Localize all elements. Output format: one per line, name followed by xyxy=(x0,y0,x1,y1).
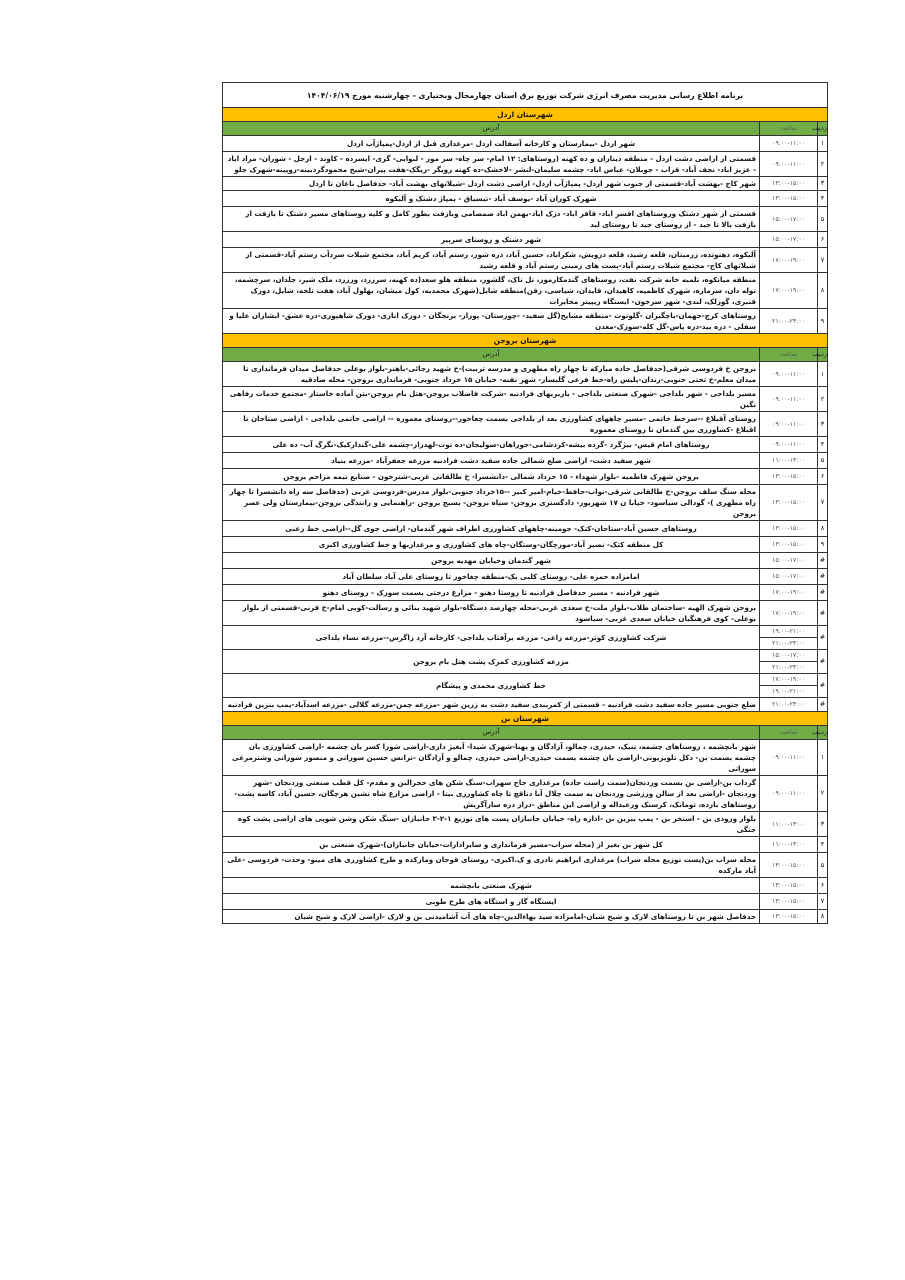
table-row xyxy=(223,569,828,585)
row-number: ۷ xyxy=(818,485,828,521)
time-range: ۰۹:۰۰-۱۱:۰۰ xyxy=(760,776,818,812)
time-range: ۱۳:۰۰-۱۵:۰۰ xyxy=(760,485,818,521)
address-cell: ضلع جنوبی مسیر جاده سفید دشت فرادنبه - قسمتی از کمربندی سفید دشت به زرین شهر -مزرعه چمن-مزرعه گلالی -مزرعه اسدآباد-پمپ بنزین فرادنبه xyxy=(223,698,760,712)
address-cell: منطقه میانکوه، تلمبه خانه شرکت نفت، روستاهای گندمکارمور، تل تاک، گلشور، منطقه هلو سعد(ده کهنه، سرزرد، ورزرد، ملک شیر، جلدان، سرچشمه، توله دان، سرمازه، شهرک کاظمیه، کاهیدان، قایدان، شیاسی، رفن)منطقه شایل(شهرک محمدیه، کول میشان، بهلول آباد، هفت تلخه، شایل، دورک قنبری، گوزلک، لندی- شهر سرخون- ایستگاه ریپیتر مخابرات xyxy=(223,273,760,309)
address-cell: شهر اردل -بیمارستان و کارخانه آسفالت اردل -مرغداری قبل از اردل-پمپاژآب اردل xyxy=(223,136,760,152)
column-header-address: آدرس xyxy=(223,726,760,740)
table-row xyxy=(223,837,828,853)
table-row xyxy=(223,232,828,248)
row-number: # xyxy=(818,553,828,569)
column-header-time: ساعت xyxy=(760,122,818,136)
time-range-slot: ۱۹:۰۰-۲۱:۰۰ xyxy=(760,626,817,638)
row-number: ۸ xyxy=(818,521,828,537)
row-number: # xyxy=(818,698,828,712)
time-range-slot: ۲۱:۰۰-۲۳:۰۰ xyxy=(772,640,805,647)
table-row xyxy=(223,191,828,207)
table-row xyxy=(223,650,828,674)
address-cell: امامزاده حمزه علی- روستای کلبی بک-منطقه چغاخور تا روستای علی آباد سلطان آباد xyxy=(223,569,760,585)
time-range: ۱۵:۰۰-۱۷:۰۰ xyxy=(760,232,818,248)
address-cell: شهر دشتک و روستای سرپیر xyxy=(223,232,760,248)
row-number: ۵ xyxy=(818,207,828,232)
table-row xyxy=(223,674,828,698)
column-header-row xyxy=(223,726,828,740)
table-row xyxy=(223,485,828,521)
row-number: ۶ xyxy=(818,469,828,485)
table-row xyxy=(223,626,828,650)
address-cell: گرداب بن-اراضی بن بسمت وردنجان(سمت راست جاده) مرغداری حاج سهراب-سنگ شکن های حجرالبن و مقدم- کل قطب صنعتی وردنجان -شهر وردنجان -اراضی بعد از سالن ورزشی وردنجان به سمت چلال آبا دناقچ تا چاه کشاورزی بینا - اراضی مزارع شاه نشین هرچگان، حسین آباد، کاسه پشت-روستاهای بارده، تومانک، کرسنک ورعبداله و اراضی این مناطق -دراز دره سارآگریش xyxy=(223,776,760,812)
section-title: شهرستان بن xyxy=(223,712,828,726)
table-row xyxy=(223,362,828,387)
time-range: ۰۹:۰۰-۱۱:۰۰ xyxy=(760,437,818,453)
address-cell: شهرک صنعتی بانچشمه xyxy=(223,878,760,894)
address-cell: شهر فرادنبه - مسیر حدفاصل فرادنبه تا روستا دهنو - مزارع درختی بسمت سورک - روستای دهنو xyxy=(223,585,760,601)
row-number: ۶ xyxy=(818,232,828,248)
time-range xyxy=(760,650,818,674)
time-range: ۱۳:۰۰-۱۵:۰۰ xyxy=(760,853,818,878)
column-header-time: ساعت xyxy=(760,726,818,740)
schedule-table xyxy=(222,82,828,924)
row-number: ۹ xyxy=(818,537,828,553)
address-cell: روستاهای امام قیس- بیژگرد -گرده بیشه-کردشامی-جوراهان-سولیجان-ده توت-لهدراز-چشمه علی-گندارکیک-نگرگ آب- ده علی xyxy=(223,437,760,453)
address-cell: بروجن شهرک فاطمیه -بلوار شهداء - ۱۵ خرداد شمالی -دانشسرا- خ طالقانی غربی-شترخون - صنایع تیمه مزاحم بروجن xyxy=(223,469,760,485)
table-row xyxy=(223,894,828,910)
table-row xyxy=(223,910,828,924)
column-header-num: ردیف xyxy=(818,726,828,740)
table-row xyxy=(223,387,828,412)
time-range: ۰۹:۰۰-۱۱:۰۰ xyxy=(760,152,818,177)
time-range: ۱۷:۰۰-۱۹:۰۰ xyxy=(760,601,818,626)
time-range: ۰۹:۰۰-۱۱:۰۰ xyxy=(760,136,818,152)
time-range xyxy=(760,626,818,650)
address-cell: بروجن شهرک الهیه -ساختمان طلاب-بلوار ملت-خ سعدی غربی-محله چهارصد دستگاه-بلوار شهید بنائی و رسالت-کوبی امام-خ قرنی-قسمتی از بلوار بوعلی- کوی فرهنگیان خیابان سعدی غربی- سیاسود xyxy=(223,601,760,626)
time-range: ۱۱:۰۰-۱۳:۰۰ xyxy=(760,453,818,469)
table-row xyxy=(223,601,828,626)
row-number: ۲ xyxy=(818,152,828,177)
address-cell: آلیکوه، دهنوتده، زرمیتان، قلعه رشید، قلعه درویش، شکراباد، حسین آباد، دره شور، رستم آباد، کریم آباد، مجتمع شیلات سردآب رستم آباد-قسمتی از شیلاتهای کاج- مجتمع شیلات رستم آباد-پست های زمینی رستم آباد و قلعه رشید xyxy=(223,248,760,273)
outage-schedule-sheet xyxy=(222,82,828,924)
row-number: ۶ xyxy=(818,878,828,894)
section-title: شهرستان بروجن xyxy=(223,334,828,348)
table-row xyxy=(223,453,828,469)
time-range: ۰۹:۰۰-۱۱:۰۰ xyxy=(760,362,818,387)
table-row xyxy=(223,585,828,601)
address-cell: شهر گندمان وخیابان مهدیه بروجن xyxy=(223,553,760,569)
address-cell: روستای آقبلاغ --سرخط خاتمی -مسیر چاههای کشاورزی بعد از بلداجی بسمت چغاخور--روستای معموره -- اراضی خاتمی بلداجی - اراضی ستاجان تا اقبلاغ -کشاورزی بین گندمان تا روستای معموره xyxy=(223,412,760,437)
time-range: ۲۱:۰۰-۲۳:۰۰ xyxy=(760,698,818,712)
table-row xyxy=(223,853,828,878)
row-number: ۷ xyxy=(818,894,828,910)
table-row xyxy=(223,412,828,437)
time-range: ۲۱:۰۰-۲۳:۰۰ xyxy=(760,309,818,334)
address-cell: بلوار ورودی بن - استخر بن - پمپ بنزین بن -اداره راه- خیابان جانبازان پست های توزیع ۱-۲-۳ جانبازان -سنگ شکن وشن شویی های اراضی پشت کوه جنگی xyxy=(223,812,760,837)
address-cell: شهر سفید دشت- اراضی ضلع شمالی جاده سفید دشت فرادنبه مزرعه جعفرآباد -مزرعه بنیاد xyxy=(223,453,760,469)
time-range: ۱۳:۰۰-۱۵:۰۰ xyxy=(760,878,818,894)
row-number: ۵ xyxy=(818,853,828,878)
document-title: برنامه اطلاع رسانی مدیریت مصرف انرژی شرکت توزیع برق استان چهارمحال وبختیاری - چهارشنبه مورخ ۱۴۰۴/۰۶/۱۹ xyxy=(223,83,828,108)
time-range-slot: ۱۹:۰۰-۲۱:۰۰ xyxy=(772,688,805,695)
row-number: ۱ xyxy=(818,136,828,152)
table-row xyxy=(223,152,828,177)
time-range-slot: ۱۷:۰۰-۱۹:۰۰ xyxy=(760,674,817,686)
row-number: ۸ xyxy=(818,910,828,924)
address-cell: شرکت کشاورزی کوثر-مزرعه زاغی- مزرعه برآفتاب بلداجی- کارخانه آرد زاگرس--مزرعه نساء بلداجی xyxy=(223,626,760,650)
time-range: ۱۵:۰۰-۱۷:۰۰ xyxy=(760,553,818,569)
address-cell: بروجن خ فردوسی شرقی(حدفاصل جاده مبارکه تا چهار راه مطهری و مدرسه تربیت)-خ شهید رجائی-باهنر-بلوار بوعلی حدفاصل میدان فرمانداری تا میدان معلم-خ تختی جنوبی-زندان-پلیس راه-خط فرعی گلیسار- شهر نقنه- خیابان ۱۵ خرداد جنوبی- فرمانداری بروجن- محله صادقیه xyxy=(223,362,760,387)
address-cell: خط کشاورزی محمدی و پیشگام xyxy=(223,674,760,698)
column-header-num: ردیف xyxy=(818,348,828,362)
row-number: # xyxy=(818,650,828,674)
table-row xyxy=(223,309,828,334)
address-cell: قسمتی از اراضی دشت اردل - منطقه دیناران و ده کهنه (روستاهای: ۱۲ امام- سر چاه- سر مور - لبوابی- گری- ایسرده - کاوند - ارجل - شوران- مراد اباد - عزیز اباد- نجف آباد- قراب - جوبلان- عباس اباد- چشمه سلیمان-لنشر -لاخشک-ده کهنه رویگر -ریگک-هفت پیران-شیخ محمودگردبینه-روپینه-شهرک جلو xyxy=(223,152,760,177)
table-row xyxy=(223,469,828,485)
time-range: ۰۹:۰۰-۱۱:۰۰ xyxy=(760,412,818,437)
time-range: ۱۳:۰۰-۱۵:۰۰ xyxy=(760,910,818,924)
row-number: ۴ xyxy=(818,437,828,453)
table-row xyxy=(223,553,828,569)
row-number: ۱ xyxy=(818,362,828,387)
row-number: ۱ xyxy=(818,740,828,776)
row-number: ۳ xyxy=(818,177,828,191)
table-row xyxy=(223,521,828,537)
row-number: # xyxy=(818,626,828,650)
time-range: ۱۷:۰۰-۱۹:۰۰ xyxy=(760,585,818,601)
address-cell: محله سنگ سلف بروجن-خ طالقانی شرقی-نواب-حافظ-خیام-امیر کبیر --۱۵خرداد جنوبی-بلوار مدرس-فردوسی غربی (حدفاصل سه راه دانشسرا تا چهار راه مطهری )- گودالی سیاسود- خیابا ن ۱۷ شهریور- دادگستری بروجن- سپاه بروجن- بسیج بروجن -راهنمایی و رانندگی بروجن-بیمارستان ولی عصر بروجن xyxy=(223,485,760,521)
column-header-row xyxy=(223,122,828,136)
time-range: ۰۹:۰۰-۱۱:۰۰ xyxy=(760,740,818,776)
row-number: ۳ xyxy=(818,812,828,837)
time-range: ۱۳:۰۰-۱۵:۰۰ xyxy=(760,191,818,207)
table-row xyxy=(223,698,828,712)
address-cell: کل شهر بن بغیر از (محله سراب-مسیر فرمانداری و سایرادارات-خیابان جانبازان)-شهرک صنعتی بن xyxy=(223,837,760,853)
row-number: # xyxy=(818,674,828,698)
row-number: ۷ xyxy=(818,248,828,273)
row-number: # xyxy=(818,569,828,585)
table-row xyxy=(223,273,828,309)
time-range: ۱۷:۰۰-۱۹:۰۰ xyxy=(760,248,818,273)
column-header-time: ساعت xyxy=(760,348,818,362)
column-header-address: آدرس xyxy=(223,348,760,362)
section-header-row xyxy=(223,108,828,122)
table-row xyxy=(223,812,828,837)
time-range-slot: ۲۱:۰۰-۲۳:۰۰ xyxy=(772,664,805,671)
row-number: ۸ xyxy=(818,273,828,309)
table-row xyxy=(223,740,828,776)
time-range: ۱۵:۰۰-۱۷:۰۰ xyxy=(760,569,818,585)
time-range xyxy=(760,674,818,698)
row-number: ۴ xyxy=(818,837,828,853)
column-header-row xyxy=(223,348,828,362)
address-cell: کل منطقه کتک- نصیر آباد-مورچگان-وستگان-چاه های کشاورزی و مرغداریها و خط کشاورزی اکبری xyxy=(223,537,760,553)
time-range: ۱۳:۰۰-۱۵:۰۰ xyxy=(760,521,818,537)
address-cell: قسمتی از شهر دشتک وروستاهای افسر اباد- قافر اباد- دزک اباد-بهمن اباد صمصامی وبازفت بطور کامل و کلیه روستاهای مسیر دشتک تا بازفت از بازفت بالا تا جید - از روستای جید تا روستای لبد xyxy=(223,207,760,232)
row-number: ۴ xyxy=(818,191,828,207)
table-row xyxy=(223,878,828,894)
time-range: ۱۳:۰۰-۱۵:۰۰ xyxy=(760,469,818,485)
address-cell: مسیر بلداجی - شهر بلداجی -شهرک صنعتی بلداجی - باربریهای فرادنبه -شرکت فاضلاب بروجن-هتل بام بروجن-بتن آماده خاستار -مجتمع خدمات رفاهی نگین xyxy=(223,387,760,412)
address-cell: شهر کاج -بهشت آباد-قسمتی از جنوب شهر اردل- پمپاژآب اردل- اراضی دشت اردل -شیلاتهای بهشت آباد- حدفاصل ناغان تا اردل xyxy=(223,177,760,191)
section-header-row xyxy=(223,334,828,348)
table-row xyxy=(223,437,828,453)
time-range: ۱۳:۰۰-۱۵:۰۰ xyxy=(760,894,818,910)
time-range: ۰۹:۰۰-۱۱:۰۰ xyxy=(760,387,818,412)
time-range: ۱۳:۰۰-۱۵:۰۰ xyxy=(760,537,818,553)
address-cell: شهرک کوران آباد -یوسف آباد -تیسیاق - پمپاژ دشتک و آلیکوه xyxy=(223,191,760,207)
address-cell: محله سراب بن(پست توزیع محله سراب) مرغداری ابراهیم نادری و ک.اکبری- روستای قوجان ومارکده و طرح کشاورزی های مینو- وحدت- فردوسی -علی آباد مارکده xyxy=(223,853,760,878)
column-header-num: ردیف xyxy=(818,122,828,136)
table-row xyxy=(223,177,828,191)
address-cell: ایستگاه گاز و استگاه های طرح طوبی xyxy=(223,894,760,910)
time-range: ۱۱:۰۰-۱۳:۰۰ xyxy=(760,812,818,837)
table-row xyxy=(223,136,828,152)
row-number: ۲ xyxy=(818,387,828,412)
address-cell: روستاهای حسین آباد-ستاجان-کتک- جومینه-چاههای کشاورزی اطراف شهر گندمان- اراضی جوی گل--اراضی خط رغنی xyxy=(223,521,760,537)
row-number: ۲ xyxy=(818,776,828,812)
table-row xyxy=(223,537,828,553)
column-header-address: آدرس xyxy=(223,122,760,136)
address-cell: حدفاصل شهر بن تا روستاهای لارک و شیخ شبان-امامزاده سید بهاءالدین-چاه های آب آشامیدنی بن و لارک -اراضی لارک و شیخ شبان xyxy=(223,910,760,924)
time-range: ۱۱:۰۰-۱۳:۰۰ xyxy=(760,837,818,853)
address-cell: روستاهای کرچ-جهمان-باچگیران -گلوتوت -منطقه مشایخ(گل سفید- -چوزستان- پوراز- برنجگان - دورک اناری- دورک شاهپوری-دره عشق- ایشاران علیا و سفلی - دره بید-دره پاس-گل کله-سورک-معدن xyxy=(223,309,760,334)
table-row xyxy=(223,776,828,812)
section-title: شهرستان اردل xyxy=(223,108,828,122)
table-row xyxy=(223,248,828,273)
time-range: ۱۵:۰۰-۱۷:۰۰ xyxy=(760,207,818,232)
row-number: # xyxy=(818,585,828,601)
address-cell: شهر بانچشمه ، روستاهای چشمه، تنیک، حیدری، چمالو، آزادگان و پهنا-شهرک شیدا- آبغیژ داری-اراضی شورا کسر بان چشمه -اراضی کشاورزی بان چشمه بسمت بن- دکل تلویزیونی-اراضی بان چشمه بسمت حیدری-اراضی حیدری، چمالو و آزادگان -ترانس حسین سوراتی و منصور سوراتی وشترمرغی سوراتی xyxy=(223,740,760,776)
title-row xyxy=(223,83,828,108)
address-cell: مزرعه کشاورزی کمرک پشت هتل بام بروجن xyxy=(223,650,760,674)
row-number: # xyxy=(818,601,828,626)
row-number: ۵ xyxy=(818,453,828,469)
row-number: ۹ xyxy=(818,309,828,334)
time-range-slot: ۱۵:۰۰-۱۷:۰۰ xyxy=(760,650,817,662)
table-row xyxy=(223,207,828,232)
time-range: ۱۷:۰۰-۱۹:۰۰ xyxy=(760,273,818,309)
section-header-row xyxy=(223,712,828,726)
time-range: ۱۳:۰۰-۱۵:۰۰ xyxy=(760,177,818,191)
row-number: ۳ xyxy=(818,412,828,437)
